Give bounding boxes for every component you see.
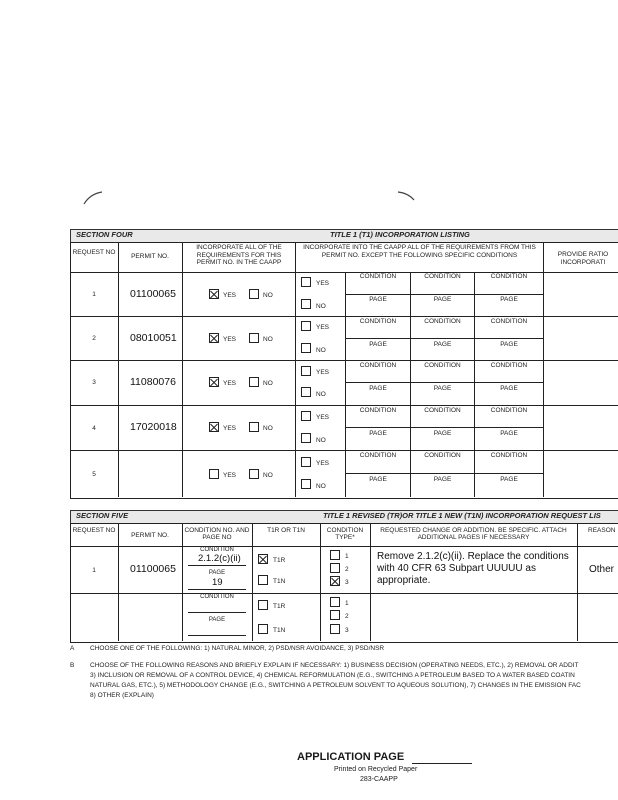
type3-checkbox[interactable] — [330, 576, 340, 586]
type3-checkbox[interactable] — [330, 624, 340, 634]
yes-label: YES — [223, 425, 237, 432]
request-no: 5 — [92, 471, 96, 478]
header-permit-no: PERMIT NO. — [131, 532, 169, 539]
permit-no: 17020018 — [130, 421, 177, 433]
request-no: 2 — [92, 335, 96, 342]
requested-change-text: Remove 2.1.2(c)(ii). Replace the conditions with 40 CFR 63 Subpart UUUUU as appropriate. — [377, 551, 569, 586]
condition-label: CONDITION — [490, 407, 528, 414]
except-yes-label: YES — [316, 324, 330, 331]
except-yes-checkbox[interactable] — [301, 457, 311, 467]
except-yes-checkbox[interactable] — [301, 366, 311, 376]
no-checkbox[interactable] — [249, 289, 259, 299]
permit-no: 01100065 — [130, 563, 176, 575]
no-checkbox[interactable] — [249, 469, 259, 479]
except-yes-label: YES — [316, 369, 330, 376]
application-page-label: APPLICATION PAGE — [297, 751, 405, 763]
condition-no: 2.1.2(c)(ii) — [198, 553, 241, 564]
condition-label: CONDITION — [424, 362, 461, 369]
type2-checkbox[interactable] — [330, 610, 340, 620]
page-label: PAGE — [433, 385, 452, 392]
except-yes-checkbox[interactable] — [301, 277, 311, 287]
note-b-line1: CHOOSE OF THE FOLLOWING REASONS AND BRIEFLY EXPLAIN IF NECESSARY: 1) BUSINESS DECISION (OPERATING NEEDS, ETC.), 2) REMOVAL OR ADDIT — [90, 662, 579, 669]
type3-label: 3 — [345, 627, 349, 634]
except-yes-label: YES — [316, 414, 330, 421]
except-no-checkbox[interactable] — [301, 299, 311, 309]
no-label: NO — [263, 292, 273, 299]
except-yes-label: YES — [316, 460, 330, 467]
header-reason: REASON — [588, 527, 616, 534]
condition-label: CONDITION — [490, 452, 528, 459]
type1-label: 1 — [345, 553, 349, 560]
header-permit-no: PERMIT NO. — [131, 253, 169, 260]
type2-label: 2 — [345, 566, 349, 573]
no-checkbox[interactable] — [249, 422, 259, 432]
condition-label: CONDITION — [490, 318, 528, 325]
scan-marks — [80, 190, 420, 206]
page-label: PAGE — [369, 430, 387, 437]
except-no-checkbox[interactable] — [301, 343, 311, 353]
except-yes-checkbox[interactable] — [301, 411, 311, 421]
yes-checkbox[interactable] — [209, 422, 219, 432]
condition-label: CONDITION — [359, 362, 397, 369]
page-label: PAGE — [208, 570, 226, 576]
printed-note: Printed on Recycled Paper — [334, 766, 418, 773]
permit-no: 08010051 — [130, 332, 177, 344]
page-label: PAGE — [433, 476, 452, 483]
type1-checkbox[interactable] — [330, 550, 340, 560]
request-no: 1 — [92, 567, 96, 574]
condition-label: CONDITION — [424, 407, 461, 414]
page-label: PAGE — [433, 296, 452, 303]
header-condition-page: CONDITION NO. AND PAGE NO — [184, 527, 250, 541]
except-no-label: NO — [316, 437, 326, 444]
except-no-label: NO — [316, 303, 326, 310]
permit-no: 01100065 — [130, 288, 176, 300]
note-b-label: B — [70, 662, 75, 669]
yes-label: YES — [223, 380, 237, 387]
header-incorporate-all: INCORPORATE ALL OF THE REQUIREMENTS FOR THIS PERMIT NO. IN THE CAAPP — [196, 244, 282, 266]
no-label: NO — [263, 425, 273, 432]
section-four-title: TITLE 1 (T1) INCORPORATION LISTING — [330, 230, 470, 239]
page-label: PAGE — [500, 296, 518, 303]
no-label: NO — [263, 472, 273, 479]
header-provide-rationale: PROVIDE RATIO INCORPORATI — [557, 251, 609, 266]
request-no: 1 — [92, 291, 96, 298]
page-label: PAGE — [369, 385, 387, 392]
type3-label: 3 — [345, 579, 349, 586]
yes-checkbox[interactable] — [209, 469, 219, 479]
permit-no: 11080076 — [130, 376, 176, 388]
t1n-checkbox[interactable] — [258, 575, 268, 585]
header-t1r-t1n: T1R OR T1N — [267, 527, 305, 534]
t1r-checkbox[interactable] — [258, 554, 268, 564]
page-label: PAGE — [369, 296, 387, 303]
note-b-line3: NATURAL GAS, ETC.), 5) METHODOLOGY CHANGE (E.G., SWITCHING A PETROLEUM SOLVENT TO AQUEOUS SOLUTION), 7) CHANGES IN THE EMISSION FAC — [90, 682, 581, 689]
except-no-checkbox[interactable] — [301, 433, 311, 443]
header-condition-type: CONDITION TYPE* — [326, 527, 364, 541]
reason-text: Other — [589, 564, 615, 575]
page-label: PAGE — [500, 430, 518, 437]
condition-label: CONDITION — [359, 273, 397, 280]
condition-label: CONDITION — [200, 547, 234, 553]
no-checkbox[interactable] — [249, 377, 259, 387]
request-no: 3 — [92, 379, 96, 386]
except-no-checkbox[interactable] — [301, 387, 311, 397]
no-label: NO — [263, 380, 273, 387]
yes-checkbox[interactable] — [209, 289, 219, 299]
yes-checkbox[interactable] — [209, 377, 219, 387]
except-no-label: NO — [316, 347, 326, 354]
condition-label: CONDITION — [424, 452, 461, 459]
page-label: PAGE — [500, 476, 518, 483]
except-no-checkbox[interactable] — [301, 479, 311, 489]
except-no-label: NO — [316, 391, 326, 398]
condition-label: CONDITION — [359, 407, 397, 414]
except-yes-checkbox[interactable] — [301, 321, 311, 331]
page-label: PAGE — [208, 617, 226, 623]
page-label: PAGE — [369, 476, 387, 483]
note-a-text: CHOOSE ONE OF THE FOLLOWING: 1) NATURAL MINOR, 2) PSD/NSR AVOIDANCE, 3) PSD/NSR — [90, 645, 385, 652]
condition-label: CONDITION — [359, 452, 397, 459]
request-no: 4 — [92, 425, 96, 432]
yes-label: YES — [223, 336, 237, 343]
except-no-label: NO — [316, 483, 326, 490]
header-requested-change: REQUESTED CHANGE OR ADDITION. BE SPECIFIC. ATTACH ADDITIONAL PAGES IF NECESSARY — [380, 527, 567, 541]
type1-checkbox[interactable] — [330, 597, 340, 607]
application-page-number-line — [412, 763, 472, 764]
page-label: PAGE — [433, 341, 452, 348]
section-five-title: TITLE 1 REVISED (TR)OR TITLE 1 NEW (T1N) INCORPORATION REQUEST LIS — [323, 511, 601, 520]
page-label: PAGE — [500, 341, 518, 348]
section-five-label: SECTION FIVE — [76, 511, 129, 520]
no-checkbox[interactable] — [249, 333, 259, 343]
t1n-checkbox[interactable] — [258, 624, 268, 634]
t1n-label: T1N — [273, 578, 286, 585]
note-b-line2: 3) INCLUSION OR REMOVAL OF A CONTROL DEVICE, 4) CHEMICAL REFORMULATION (E.G., SWITCHING A PETROLEUM BASED TO A WATER BASED COATIN — [90, 672, 575, 679]
header-request-no: REQUEST NO — [72, 249, 116, 256]
condition-label: CONDITION — [424, 318, 461, 325]
page-label: PAGE — [500, 385, 518, 392]
section-four-label: SECTION FOUR — [76, 230, 133, 239]
condition-label: CONDITION — [359, 318, 397, 325]
condition-label: CONDITION — [490, 362, 528, 369]
condition-label: CONDITION — [424, 273, 461, 280]
page-no: 19 — [212, 577, 223, 588]
form-number: 283-CAAPP — [360, 776, 398, 783]
t1n-label: T1N — [273, 627, 286, 634]
no-label: NO — [263, 336, 273, 343]
page-label: PAGE — [433, 430, 452, 437]
type1-label: 1 — [345, 600, 349, 607]
section-four-table — [70, 242, 618, 499]
condition-label: CONDITION — [200, 594, 234, 600]
except-yes-label: YES — [316, 280, 330, 287]
type2-checkbox[interactable] — [330, 563, 340, 573]
page-label: PAGE — [369, 341, 387, 348]
yes-label: YES — [223, 292, 237, 299]
note-a-label: A — [70, 645, 75, 652]
yes-checkbox[interactable] — [209, 333, 219, 343]
condition-label: CONDITION — [490, 273, 528, 280]
type2-label: 2 — [345, 613, 349, 620]
header-incorporate-except: INCORPORATE INTO THE CAAPP ALL OF THE REQUIREMENTS FROM THIS PERMIT NO. EXCEPT THE FOLLOWING SPECIFIC CONDITIONS — [303, 244, 536, 259]
yes-label: YES — [223, 472, 237, 479]
t1r-label: T1R — [273, 557, 286, 564]
note-b-line4: 8) OTHER (EXPLAIN) — [90, 692, 154, 699]
header-request-no: REQUEST NO — [72, 527, 116, 534]
t1r-checkbox[interactable] — [258, 600, 268, 610]
t1r-label: T1R — [273, 603, 286, 610]
